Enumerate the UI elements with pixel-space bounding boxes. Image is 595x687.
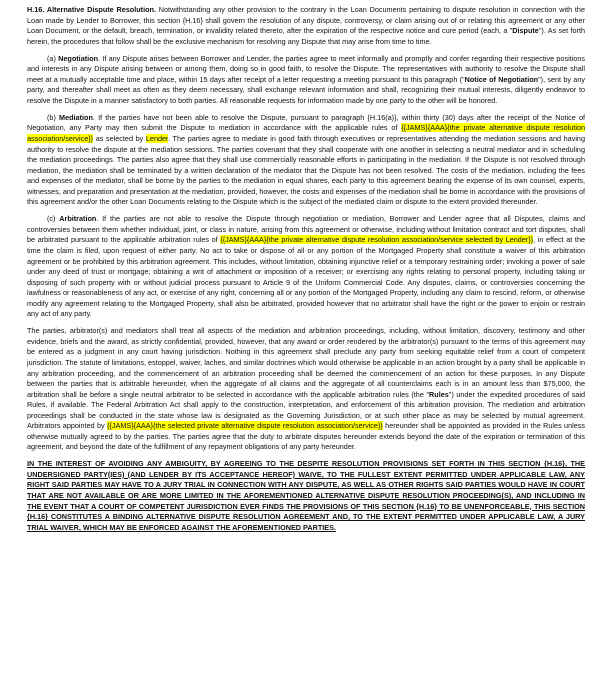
intro-end: "). As set forth herein, the procedures that follow shall be the exclusive mechanism for resolving any Dispute that may arise from time to time. <box>27 26 585 46</box>
general-paragraph <box>27 326 585 453</box>
highlight-lender: Lender <box>145 134 169 144</box>
general-text-2: ") under the expedited procedures of said Rules, if available. The Federal Arbitration Act shall apply to the construction, interpretation, and enforcement of this arbitration provision. The mediation and arbitration proceedings shall be conducted in the state whose law is designated as the Governing Jurisdiction, or at such other place as may be selected by mutual agreement. Arbitrators appointed by <box>27 389 585 431</box>
defined-term-dispute: Dispute <box>512 26 539 36</box>
highlight-selected-service: {{JAMS}{AAA}{the selected private alternative dispute resolution association/service}} <box>107 421 383 431</box>
defined-term-notice: Notice of Negotiation <box>464 74 539 84</box>
highlight-arbitration-service: {{JAMS}{AAA}{the private alternative dispute resolution association/service selected by Lender}} <box>220 235 534 245</box>
arbitration-paragraph <box>27 214 585 319</box>
negotiation-label: (a) <box>47 53 59 63</box>
negotiation-paragraph <box>27 54 585 107</box>
intro-text: Notwithstanding any other provision to the contrary in the Loan Documents pertaining to dispute resolution in connection with the Loan made by Lender to Borrower, this section {H.16} shall govern the resolution of any dispute, controversy, or claim arising out of or relating this agreement or any other Loan Document, or the default, breach, termination, or invalidity related thereto, after the expiration of the respective notice and cure period (each, a " <box>27 5 585 36</box>
arbitration-text-2: , in effect at the time the claim is filed, upon request of either party. No act to take or dispose of all or any portion of the Mortgaged Property shall constitute a waiver of this arbitration agreement or be prohibited by this arbitration agreement. This includes, without limitation, obtaining injunctive relief or a temporary restraining order; invoking a power of sale under any deed of trust or mortgage; obtaining a writ of attachment or imposition of a receiver; or exercising any rights relating to personal property, including taking or disposing of such property with or without judicial process pursuant to Article 9 of the Uniform Commercial Code. Any disputes, claims, or controversies concerning the lawfulness or reasonableness of any act, or exercise of any right, concerning all or any portion of the Mortgaged Property, including any claim to rescind, reform, or otherwise modify any agreement relating to the Mortgaged Property, shall also be arbitrated, provided however that no arbitrator shall have the right or the power to enjoin or restrain any act of any party. <box>27 235 586 319</box>
mediation-paragraph <box>27 113 585 208</box>
section-heading: H.16. Alternative Dispute Resolution. <box>27 5 156 14</box>
section-intro <box>27 5 585 47</box>
defined-term-rules: Rules <box>429 389 449 399</box>
highlight-mediation-service: {{JAMS}{AAA}{the private alternative dispute resolution association/service}} <box>27 123 586 144</box>
negotiation-text-2: "), sent by any party, and thereafter shall meet as often as they deem necessary, shall exchange relevant information and shall, recognizing their mutual interests, diligently endeavor to resolve the Dispute in a manner satisfactory to both parties. All reasonable requests for information made by one party to the other will be honored. <box>27 74 585 105</box>
jury-waiver-paragraph: IN THE INTEREST OF AVOIDING ANY AMBIGUITY, BY AGREEING TO THE DESPITE RESOLUTION PROVISIONS SET FORTH IN THIS SECTION {H.16}, THE UNDERSIGNED PARTY(IES) (AND LENDER BY ITS ACCEPTANCE HEREOF) WAIVE, TO THE FULLEST EXTENT PERMITTED UNDER APPLICABLE LAW, ANY RIGHT SAID PARTIES MAY HAVE TO A JURY TRIAL IN CONNECTION WITH ANY DISPUTE, AS WELL AS OTHER RIGHTS SAID PARTIES WOULD HAVE IN COURT THAT ARE NOT AVAILABLE OR ARE MORE LIMITED IN THE AFOREMENTIONED ALTERNATIVE DISPUTE RESOLUTION PROCEEDING(S), AND INCLUDING IN THE EVENT THAT A COURT OF COMPETENT JURISDICTION EVER FINDS THE PROVISIONS OF THIS SECTION {H.16} TO BE UNENFORCEABLE, THIS SECTION {H.16} CONSTITUTES A BINDING ALTERNATIVE DISPUTE RESOLUTION AGREEMENT AND, TO THE EXTENT PERMITTED UNDER APPLICABLE LAW, A JURY TRIAL WAIVER, WHICH MAY BE ENFORCED AGAINST THE AFOREMENTIONED PARTIES. <box>27 459 585 532</box>
negotiation-text-1: . If any Dispute arises between Borrower and Lender, the parties agree to meet informally and promptly and confer regarding their respective positions and interests in any Dispute arising between or among them, doing so in good faith, to resolve the Dispute. The representatives with authority to resolve the Dispute shall meet at a mutually acceptable time and place, within 15 days after receipt of a letter requesting a meeting pursuant to this paragraph (" <box>27 53 585 84</box>
general-text-1: The parties, arbitrator(s) and mediators shall treat all aspects of the mediation and arbitration proceedings, including, without limitation, discovery, testimony and other evidence, briefs and the award, as strictly confidential, provided, however, that any award or order rendered by the arbitrator(s) pursuant to the terms of this agreement may be entered as a judgment in any court having jurisdiction. Nothing in this agreement shall preclude any party from seeking equitable relief from a court of competent jurisdiction. The statute of limitations, estoppel, waiver, laches, and similar doctrines which would otherwise be applicable in an action brought by a party shall be applicable in any arbitration proceeding, and the commencement of an arbitration proceeding shall be deemed the commencement of an action for these purposes. In any Dispute between the parties that is arbitrable hereunder, when the aggregate of all claims and the aggregate of all counterclaims each is in an amount less than $75,000, the arbitration shall be before a single neutral arbitrator to be selected in accordance with the applicable arbitration rules (the " <box>27 326 585 399</box>
mediation-label: (b) <box>47 112 60 122</box>
negotiation-title: Negotiation <box>58 53 99 63</box>
mediation-text-2: as selected by <box>93 134 146 144</box>
mediation-text-1: . If the parties have not been able to resolve the Dispute, pursuant to paragraph {H.16(a)}, within thirty (30) days after the receipt of the Notice of Negotiation, any Party may then submit the Dispute to mediation in accordance with the applicable rules of <box>27 112 585 133</box>
arbitration-title: Arbitration <box>59 214 97 224</box>
general-text-3: hereunder shall be appointed as provided in the Rules unless otherwise mutually agreed to by the parties. The parties agree that the duty to arbitrate disputes hereunder extends beyond the date of the expiration or termination of this agreement, and beyond the date of the fulfillment of any repayment obligations of any party hereunder. <box>27 421 586 452</box>
arbitration-label: (c) <box>47 214 60 224</box>
arbitration-text-1: . If the parties are not able to resolve the Dispute through negotiation or mediation, Borrower and Lender agree that all Disputes, claims and controversies between them whether individual, joint, or class in nature, arising from this agreement or otherwise, including without limitation contract and tort disputes, shall be arbitrated pursuant to the applicable arbitration rules of <box>27 214 585 245</box>
mediation-title: Mediation <box>59 112 93 122</box>
mediation-text-3: . The parties agree to mediate in good faith through executives or representatives attending the mediation sessions and having authority to resolve the dispute at the mediation sessions. The parties covenant that they shall cooperate with one another in selecting a neutral mediator and in scheduling the mediation proceedings. The parties also agree that they shall use commercially reasonable efforts in participating in the mediation. If the Dispute is not resolved through mediation, the mediation shall be terminated by a written declaration of the mediator that the Dispute has not been resolved. The costs of the mediation, including the fees and expenses of the mediator, shall be borne by the parties to the mediation in equal shares, each party to this agreement bearing the expense of its own counsel, experts, witnesses, and preparation and presentation at the mediation, provided, however, the costs and expenses of the mediation shall be borne in accordance with the provisions of this agreement and/or the other Loan Documents relating to the Dispute which is the subject of the mediated claim or dispute to the extent provided thereunder. <box>27 134 585 207</box>
